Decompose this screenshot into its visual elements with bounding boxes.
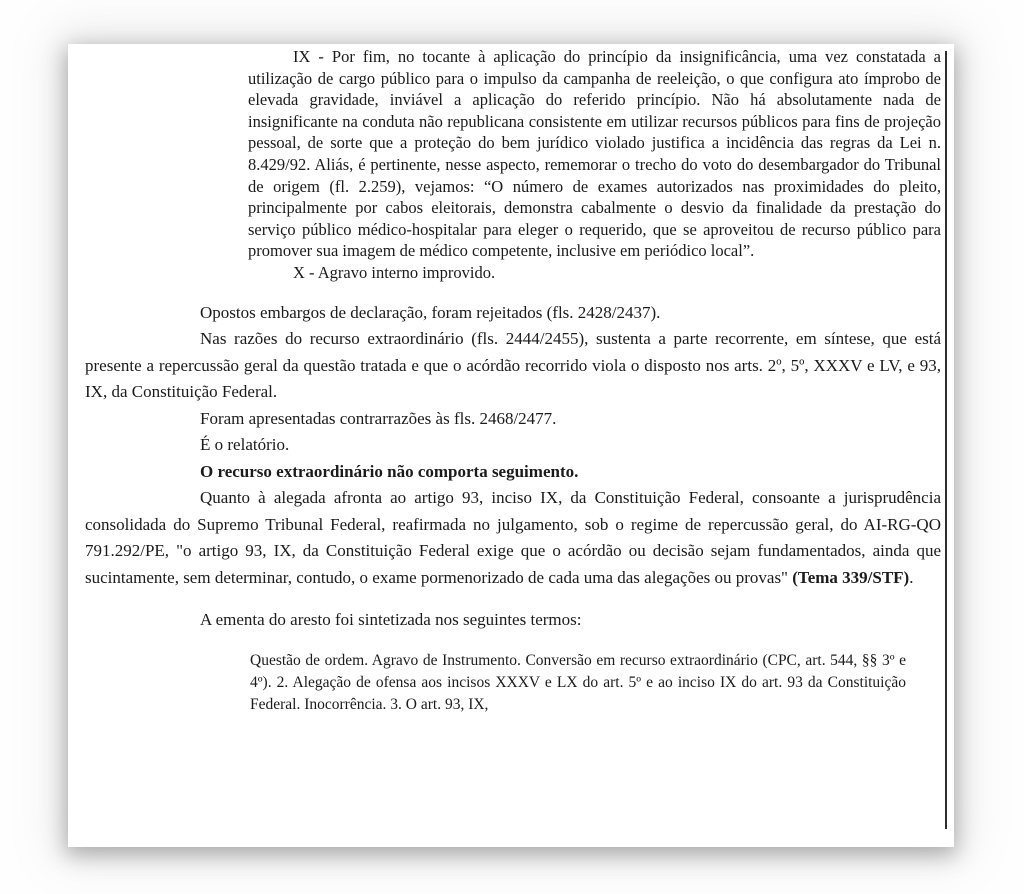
text-run: Questão de ordem. Agravo de Instrumento. Conversão em recurso extraordinário (CPC, art. 544, §§ 3º e 4º). 2. Alegação de ofensa aos incisos XXXV e LX do art. 5º e ao inciso IX do art. 93 da Constituição Federal. Inocorrência. 3. O art. 93, IX, [250,651,906,713]
text-run: IX - Por fim, no tocante à aplicação do princípio da insignificância, uma vez constatada a utilização de cargo público para o impulso da campanha de reeleição, o que configura ato ímprobo de elevada gravidade, inviável a aplicação do referido princípio. Não há absolutamente nada de insignificante na conduta não republicana consistente em utilizar recursos públicos para fins de projeção pessoal, de sorte que a proteção do bem jurídico violado justifica a incidência das regras da Lei n. 8.429/92. Aliás, é pertinente, nesse aspecto, rememorar o trecho do voto do desembargador do Tribunal de origem (fl. 2.259), vejamos: “O número de exames autorizados nas proximidades do pleito, principalmente por cabos eleitorais, demonstra cabalmente o desvio da finalidade da prestação do serviço público médico-hospitalar para eleger o requerido, que se aproveitou de recurso público para promover sua imagem de médico competente, inclusive em periódico local”. [248,47,941,261]
quote-paragraph [250,650,906,716]
text-run: X - Agravo interno improvido. [293,262,496,282]
body-paragraph [85,432,941,459]
text-run: Foram apresentadas contrarrazões às fls. 2468/2477. [200,408,557,428]
quote-paragraph [248,46,941,262]
bold-text-run: (Tema 339/STF) [792,567,910,587]
text-run: . [909,567,914,587]
body-paragraph [85,326,941,406]
body-paragraph [85,459,941,486]
quote-paragraph [248,262,941,284]
right-margin-line [945,51,947,829]
text-run: Nas razões do recurso extraordinário (fls. 2444/2455), sustenta a parte recorrente, em síntese, que está presente a repercussão geral da questão tratada e que o acórdão recorrido viola o disposto nos arts. 2º, 5º, XXXV e LV, e 93, IX, da Constituição Federal. [85,329,941,402]
body-paragraph [85,607,941,634]
document-text [85,46,941,716]
body-paragraph [85,406,941,433]
text-run: Quanto à alegada afronta ao artigo 93, inciso IX, da Constituição Federal, consoante a jurisprudência consolidada do Supremo Tribunal Federal, reafirmada no julgamento, sob o regime de repercussão geral, do AI-RG-QO 791.292/PE, "o artigo 93, IX, da Constituição Federal exige que o acórdão ou decisão sejam fundamentados, ainda que sucintamente, sem determinar, contudo, o exame pormenorizado de cada uma das alegações ou provas" [85,488,941,587]
body-paragraph [85,485,941,591]
body-paragraph [85,300,941,327]
document-page [68,44,954,847]
bold-text-run: O recurso extraordinário não comporta seguimento. [200,461,579,481]
text-run: A ementa do aresto foi sintetizada nos seguintes termos: [200,610,582,630]
text-run: Opostos embargos de declaração, foram rejeitados (fls. 2428/2437). [200,302,661,322]
text-run: É o relatório. [200,435,290,455]
